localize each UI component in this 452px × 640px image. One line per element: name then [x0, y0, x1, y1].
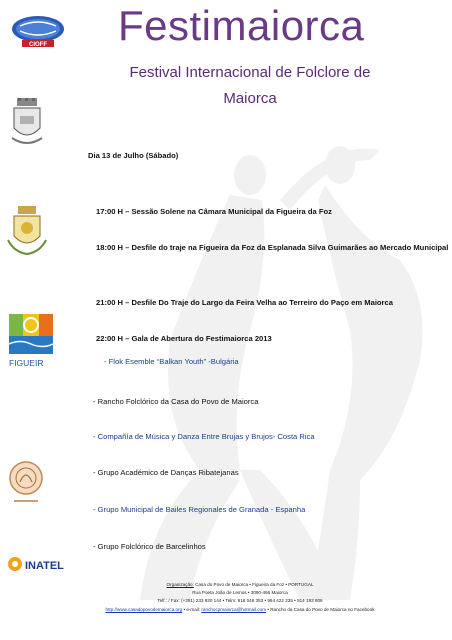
inatel-logo-text: INATEL	[25, 560, 64, 572]
footer-facebook: • Rancho da Casa do Povo de Maiorca no Facebook	[266, 606, 375, 612]
figueira-da-foz-logo	[9, 314, 53, 376]
subtitle-line-2: Maiorca	[223, 90, 277, 107]
event-3: 21:00 H – Desfile Do Traje do Largo da Feira Velha ao Terreiro do Paço em Maiorca	[96, 298, 393, 307]
program-date: Dia 13 de Julho (Sábado)	[88, 151, 179, 160]
coat-of-arms-figueira-logo	[6, 206, 48, 258]
footer-address: Rua Poeta João de Lemos • 3090-466 Maiorca	[192, 590, 288, 596]
footer-email-label: • e-mail:	[182, 606, 202, 612]
footer-org-label: Organização:	[166, 582, 194, 587]
group-item: - Grupo Municipal de Bailes Regionales de Granada - Espanha	[93, 505, 306, 514]
emblem-medallion-logo	[8, 458, 44, 510]
group-item: - Rancho Folclórico da Casa do Povo de Maiorca	[93, 397, 259, 406]
footer-contact	[90, 581, 390, 614]
event-2: 18:00 H – Desfile do traje na Figueira da Foz da Esplanada Silva Guimarães ao Mercado Municipal	[96, 243, 449, 252]
event-4: 22:00 H – Gala de Abertura do Festimaiorca 2013	[96, 334, 272, 343]
figueira-logo-text: FIGUEIR	[9, 358, 44, 368]
page-title: Festimaiorca	[118, 2, 365, 49]
group-item: - Compañía de Música y Danza Entre Brujas y Brujos- Costa Rica	[93, 432, 315, 441]
footer-website-link[interactable]	[106, 607, 183, 612]
page-subtitle	[100, 60, 400, 112]
footer-phones: Telf.: / Fax: (+351) 233 930 144 • Telm: 918 046 353 • 964 422 235 • 914 193 806	[157, 598, 323, 604]
footer-links-line	[90, 606, 390, 614]
inatel-logo	[6, 554, 74, 574]
group-item: - Flok Esemble “Balkan Youth” -Bulgária	[104, 357, 239, 366]
footer-org-text: Casa do Povo de Maiorca • Figueira da Foz • PORTUGAL	[193, 582, 314, 587]
footer-website: www.casadopovodemaiorca.org	[117, 606, 183, 612]
group-item: - Grupo Académico de Danças Ribatejanas	[93, 468, 239, 477]
footer-website-prefix: http://	[105, 606, 118, 612]
cioff-logo-text: CIOFF	[29, 42, 47, 48]
footer-email-link[interactable]: ranchocpmaiorca@hotmail.com	[201, 606, 267, 612]
group-item: - Grupo Folclórico de Barcelinhos	[93, 542, 206, 551]
footer-org-line	[90, 581, 390, 589]
coat-of-arms-maiorca-logo	[8, 98, 46, 150]
subtitle-line-1: Festival Internacional de Folclore de	[129, 64, 371, 81]
event-1: 17:00 H – Sessão Solene na Câmara Municipal da Figueira da Foz	[96, 207, 332, 216]
cioff-logo	[10, 14, 66, 48]
